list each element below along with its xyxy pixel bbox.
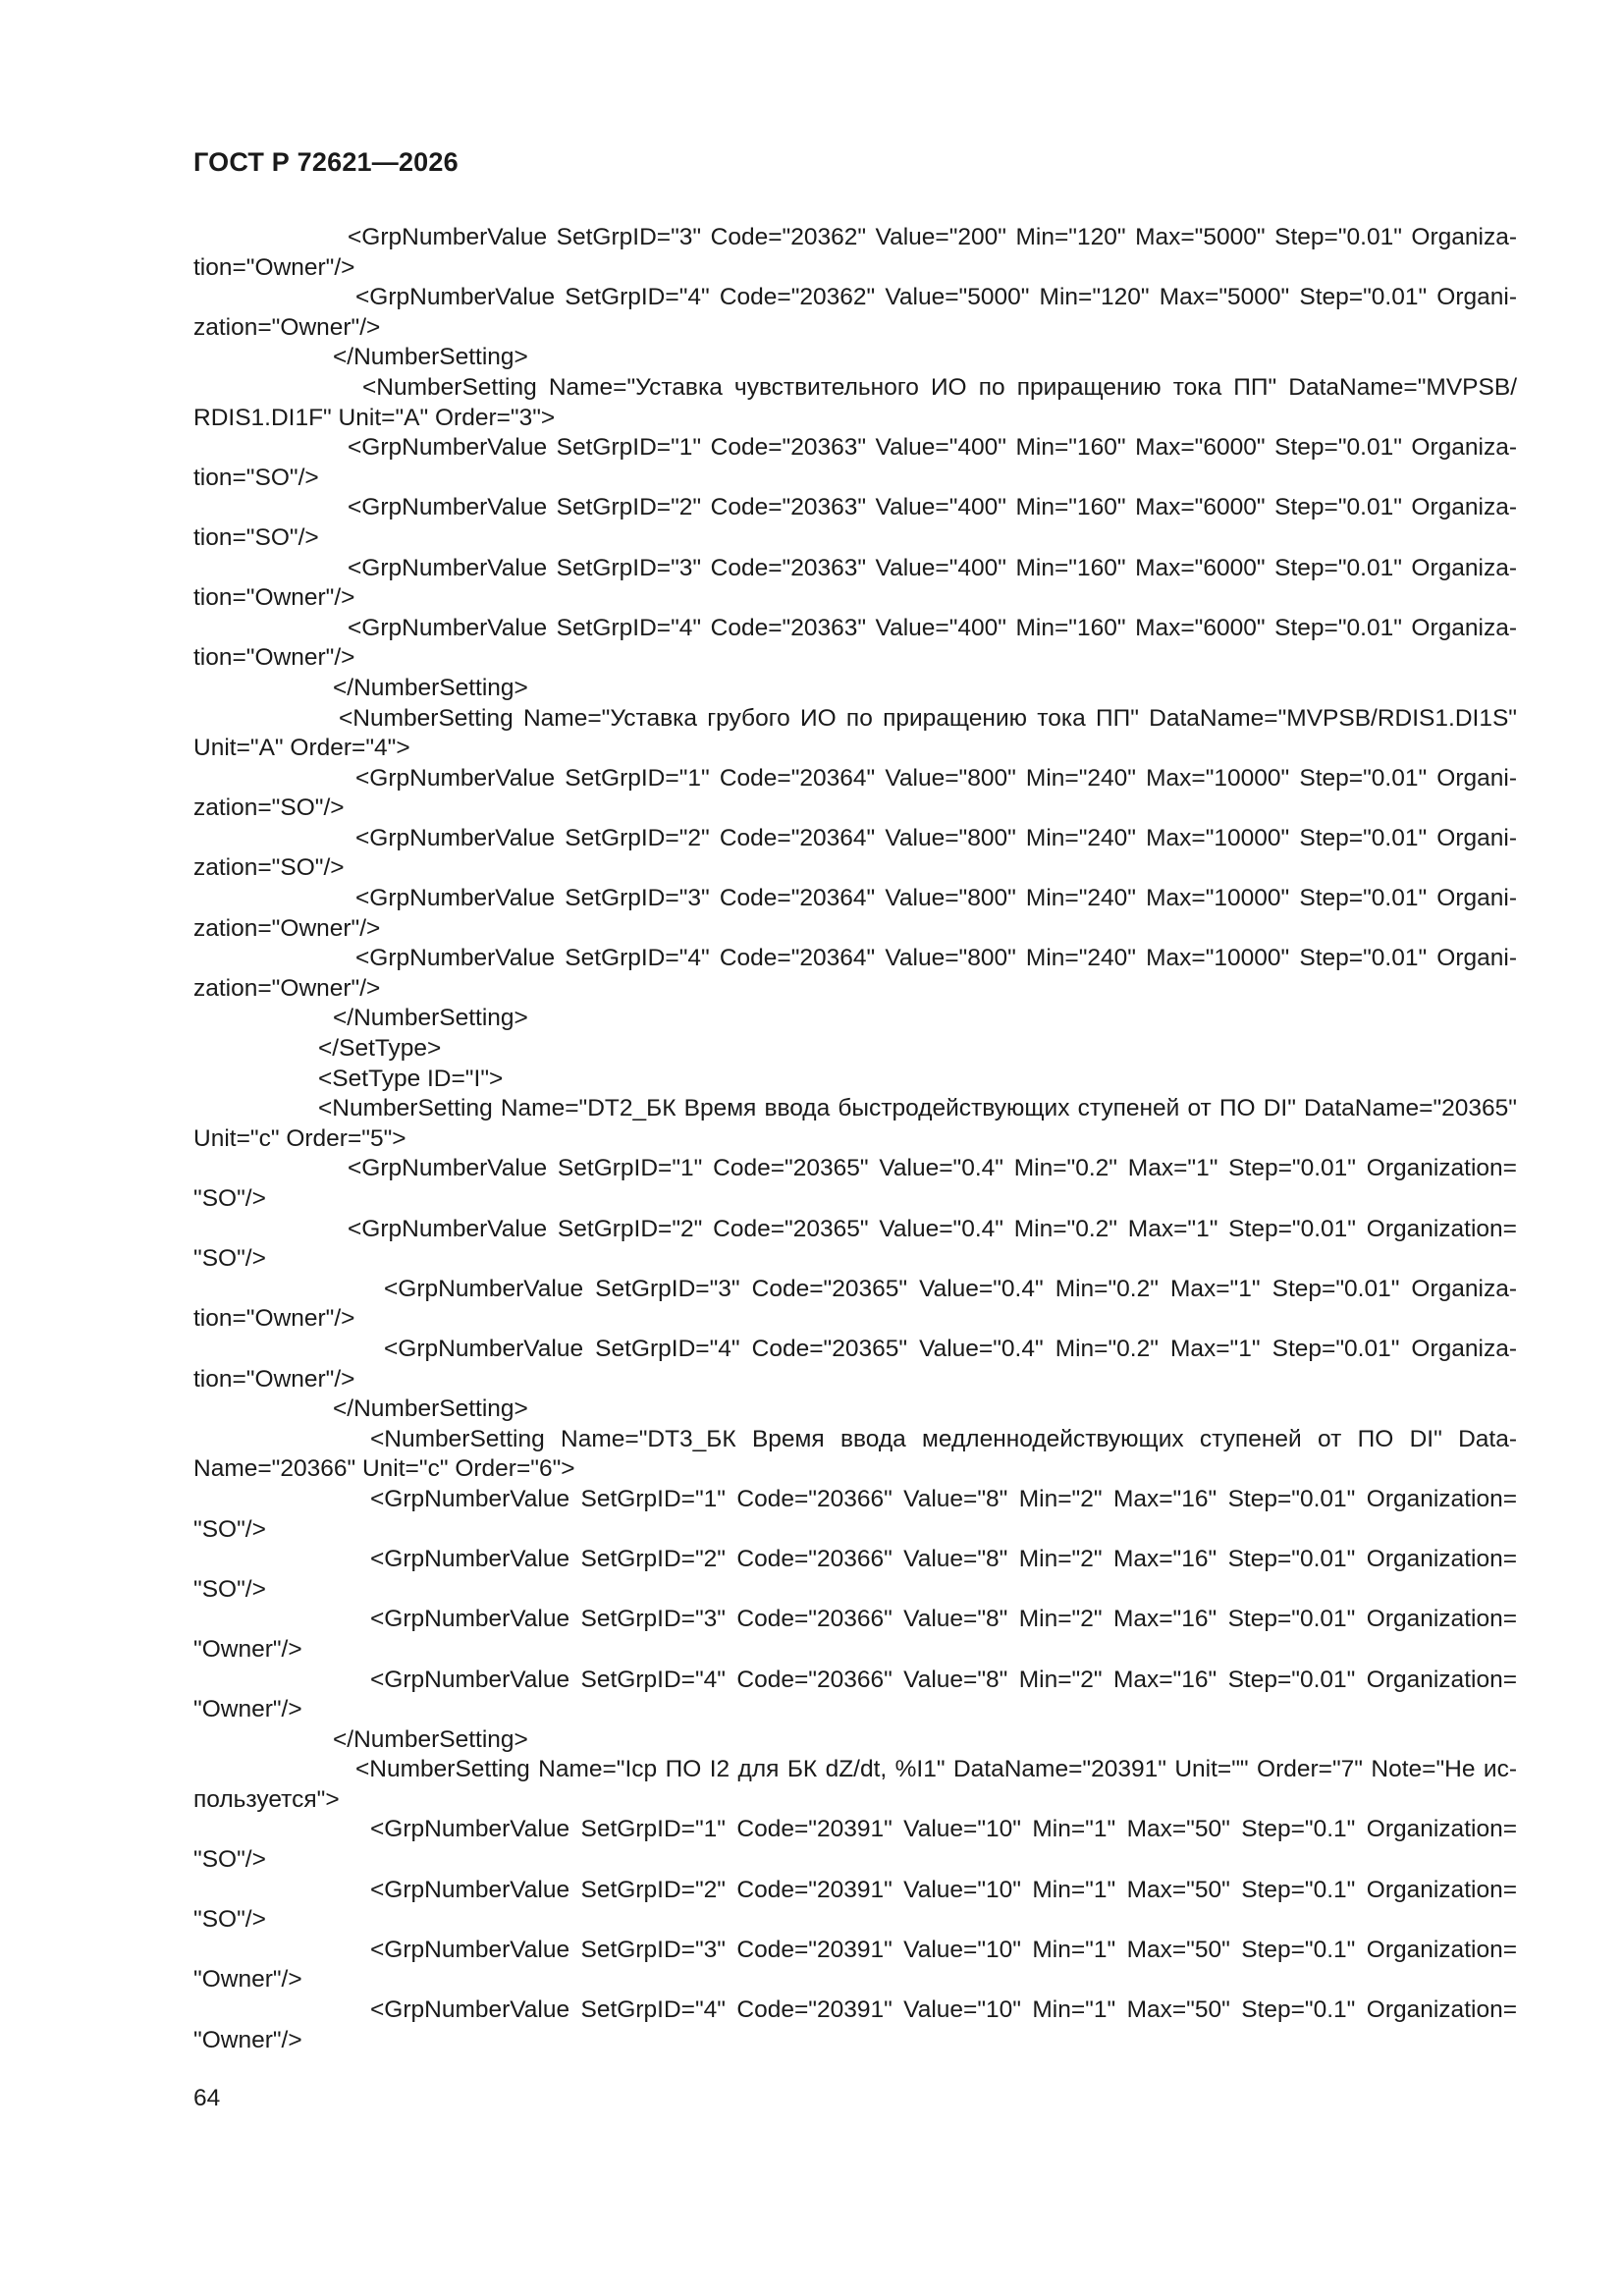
listing-line: RDIS1.DI1F" Unit="A" Order="3">: [193, 404, 556, 431]
listing-line: <GrpNumberValue SetGrpID="4" Code="20365" Value="0.4" Min="0.2" Max="1" Step="0.01" Organiza-: [384, 1335, 1517, 1362]
listing-line: "SO"/>: [193, 1185, 266, 1212]
listing-line: <GrpNumberValue SetGrpID="1" Code="20364" Value="800" Min="240" Max="10000" Step="0.01" Organi-: [355, 764, 1517, 792]
listing-line: "SO"/>: [193, 1575, 266, 1603]
listing-line: <SetType ID="I">: [318, 1065, 504, 1092]
listing-line: Name="20366" Unit="c" Order="6">: [193, 1455, 575, 1483]
listing-line: <GrpNumberValue SetGrpID="3" Code="20366" Value="8" Min="2" Max="16" Step="0.01" Organization=: [370, 1606, 1517, 1633]
listing-line: </NumberSetting>: [333, 674, 528, 701]
document-header: ГОСТ Р 72621—2026: [193, 147, 459, 177]
listing-line: Unit="c" Order="5">: [193, 1124, 406, 1152]
listing-line: </NumberSetting>: [333, 1005, 528, 1032]
listing-line: <GrpNumberValue SetGrpID="4" Code="20364" Value="800" Min="240" Max="10000" Step="0.01" Organi-: [355, 945, 1517, 972]
xml-listing: [193, 223, 1517, 2055]
listing-line: "Owner"/>: [193, 1635, 302, 1663]
listing-line: tion="Owner"/>: [193, 584, 355, 612]
listing-line: "SO"/>: [193, 1245, 266, 1273]
listing-line: tion="Owner"/>: [193, 1365, 355, 1393]
listing-line: <NumberSetting Name="Уставка грубого ИО по приращению тока ПП" DataName="MVPSB/RDIS1.DI1S": [339, 704, 1517, 732]
listing-line: <NumberSetting Name="DT3_БК Время ввода медленнодействующих ступеней от ПО DI" Data-: [370, 1425, 1517, 1452]
listing-line: "SO"/>: [193, 1846, 266, 1874]
listing-line: <NumberSetting Name="DT2_БК Время ввода быстродействующих ступеней от ПО DI" DataName="20365": [318, 1095, 1517, 1122]
listing-line: <GrpNumberValue SetGrpID="2" Code="20363" Value="400" Min="160" Max="6000" Step="0.01" Organiza-: [348, 494, 1517, 521]
listing-line: <GrpNumberValue SetGrpID="3" Code="20362" Value="200" Min="120" Max="5000" Step="0.01" Organiza-: [348, 224, 1517, 250]
listing-line: <GrpNumberValue SetGrpID="1" Code="20366" Value="8" Min="2" Max="16" Step="0.01" Organization=: [370, 1485, 1517, 1512]
listing-line: <GrpNumberValue SetGrpID="3" Code="20365" Value="0.4" Min="0.2" Max="1" Step="0.01" Organiza-: [384, 1275, 1517, 1302]
listing-line: <GrpNumberValue SetGrpID="2" Code="20364" Value="800" Min="240" Max="10000" Step="0.01" Organi-: [355, 824, 1517, 851]
listing-line: zation="Owner"/>: [193, 313, 381, 341]
listing-line: <GrpNumberValue SetGrpID="3" Code="20363" Value="400" Min="160" Max="6000" Step="0.01" Organiza-: [348, 554, 1517, 581]
listing-line: <GrpNumberValue SetGrpID="3" Code="20391" Value="10" Min="1" Max="50" Step="0.1" Organization=: [370, 1936, 1517, 1963]
listing-line: zation="SO"/>: [193, 794, 345, 822]
page-number: 64: [193, 2085, 221, 2111]
listing-line: tion="Owner"/>: [193, 1305, 355, 1333]
listing-line: <GrpNumberValue SetGrpID="1" Code="20365" Value="0.4" Min="0.2" Max="1" Step="0.01" Organization=: [348, 1155, 1517, 1182]
listing-line: "Owner"/>: [193, 1966, 302, 1994]
listing-line: <GrpNumberValue SetGrpID="4" Code="20366" Value="8" Min="2" Max="16" Step="0.01" Organization=: [370, 1666, 1517, 1693]
listing-line: <GrpNumberValue SetGrpID="2" Code="20366" Value="8" Min="2" Max="16" Step="0.01" Organization=: [370, 1546, 1517, 1573]
listing-line: </SetType>: [318, 1035, 442, 1063]
listing-line: <GrpNumberValue SetGrpID="2" Code="20391" Value="10" Min="1" Max="50" Step="0.1" Organization=: [370, 1876, 1517, 1903]
listing-line: zation="Owner"/>: [193, 974, 381, 1002]
listing-line: tion="SO"/>: [193, 464, 319, 491]
listing-line: <GrpNumberValue SetGrpID="4" Code="20391" Value="10" Min="1" Max="50" Step="0.1" Organization=: [370, 1996, 1517, 2024]
listing-line: tion="Owner"/>: [193, 253, 355, 281]
listing-line: <GrpNumberValue SetGrpID="4" Code="20363" Value="400" Min="160" Max="6000" Step="0.01" Organiza-: [348, 614, 1517, 641]
listing-line: Unit="A" Order="4">: [193, 735, 410, 762]
listing-line: <NumberSetting Name="Уставка чувствительного ИО по приращению тока ПП" DataName="MVPSB/: [362, 373, 1517, 401]
listing-line: <GrpNumberValue SetGrpID="2" Code="20365" Value="0.4" Min="0.2" Max="1" Step="0.01" Organization=: [348, 1215, 1517, 1242]
listing-line: <GrpNumberValue SetGrpID="4" Code="20362" Value="5000" Min="120" Max="5000" Step="0.01" Organi-: [355, 284, 1517, 311]
listing-line: "SO"/>: [193, 1515, 266, 1543]
listing-line: </NumberSetting>: [333, 1395, 528, 1423]
listing-line: "Owner"/>: [193, 1696, 302, 1723]
listing-line: <GrpNumberValue SetGrpID="1" Code="20363" Value="400" Min="160" Max="6000" Step="0.01" Organiza-: [348, 434, 1517, 462]
listing-line: "SO"/>: [193, 1906, 266, 1934]
listing-line: </NumberSetting>: [333, 1725, 528, 1753]
listing-line: <NumberSetting Name="Icp ПО I2 для БК dZ/dt, %I1" DataName="20391" Unit="" Order="7" Note="Не ис-: [355, 1756, 1517, 1783]
listing-line: </NumberSetting>: [333, 344, 528, 371]
listing-line: <GrpNumberValue SetGrpID="3" Code="20364" Value="800" Min="240" Max="10000" Step="0.01" Organi-: [355, 885, 1517, 912]
listing-line: <GrpNumberValue SetGrpID="1" Code="20391" Value="10" Min="1" Max="50" Step="0.1" Organization=: [370, 1816, 1517, 1843]
listing-line: tion="Owner"/>: [193, 644, 355, 672]
listing-line: tion="SO"/>: [193, 523, 319, 551]
listing-line: zation="SO"/>: [193, 854, 345, 882]
listing-line: zation="Owner"/>: [193, 914, 381, 942]
listing-line: "Owner"/>: [193, 2026, 302, 2053]
listing-line: пользуется">: [193, 1785, 340, 1813]
